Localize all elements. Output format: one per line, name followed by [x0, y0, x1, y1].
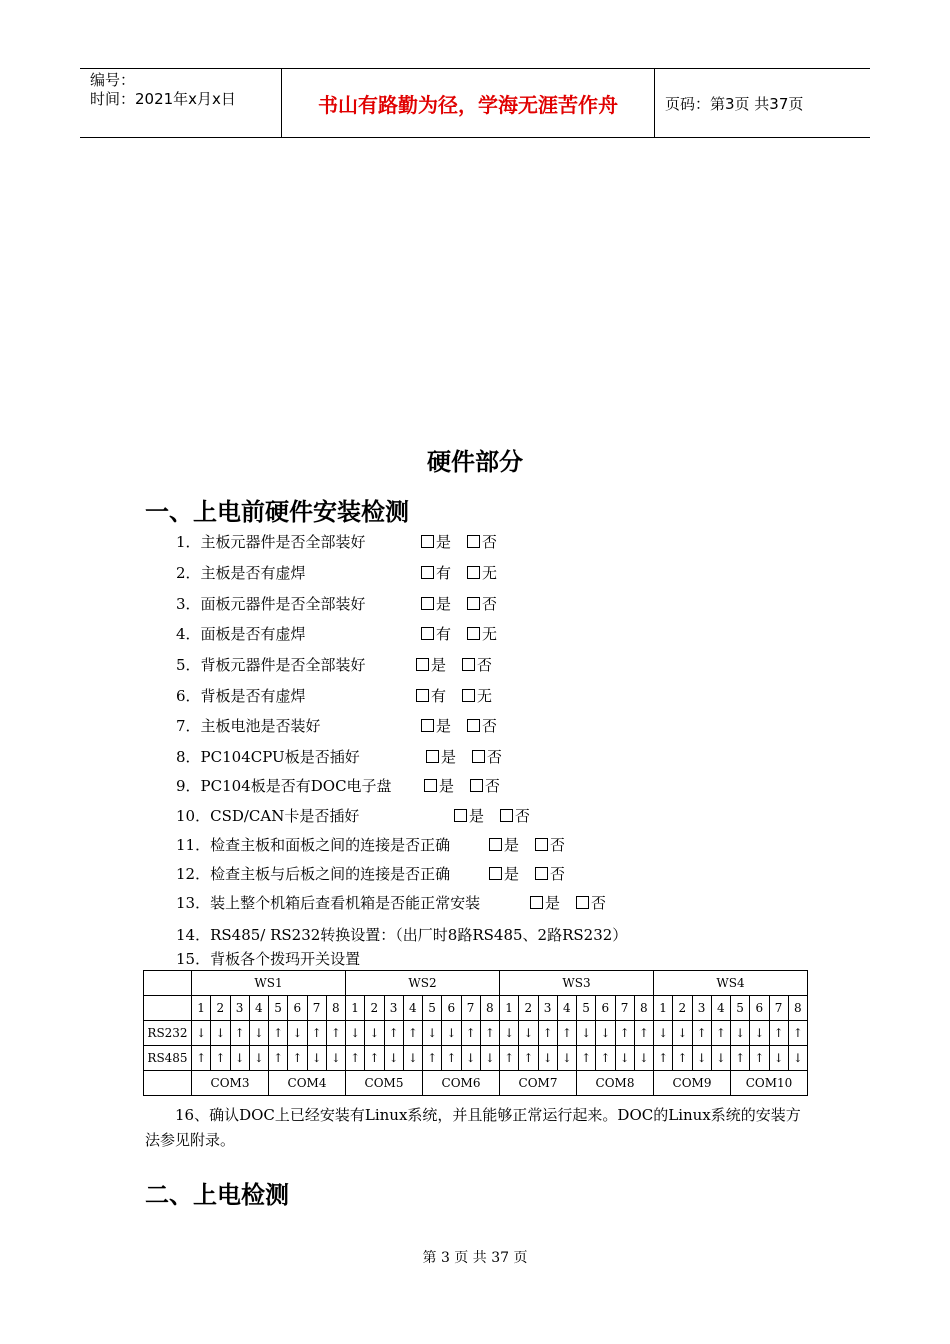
checkbox-label: 否: [482, 595, 498, 613]
switch-position: 5: [731, 996, 750, 1021]
checkbox[interactable]: [424, 779, 437, 792]
checklist-item-text: 6．背板是否有虚焊: [176, 687, 306, 705]
page-footer: 第 3 页 共 37 页: [422, 1250, 528, 1266]
header-meta: [80, 69, 282, 137]
checklist-options: [454, 806, 530, 826]
switch-state-arrow: ↑: [384, 1021, 403, 1046]
switch-state-arrow: ↓: [577, 1021, 596, 1046]
switch-position: 1: [192, 996, 211, 1021]
switch-position: 4: [711, 996, 730, 1021]
switch-position: 5: [423, 996, 442, 1021]
checkbox-label: 是: [504, 865, 520, 883]
switch-state-arrow: ↓: [519, 1021, 538, 1046]
switch-state-arrow: ↑: [365, 1046, 384, 1071]
switch-position: 1: [500, 996, 519, 1021]
document-time-label: 时间：2021年x月x日: [90, 90, 236, 108]
switch-position: 6: [596, 996, 615, 1021]
checkbox[interactable]: [426, 750, 439, 763]
checklist-options: [421, 594, 497, 614]
checkbox-label: 是: [545, 894, 561, 912]
switch-state-arrow: ↑: [307, 1021, 326, 1046]
table-corner-cell: [144, 971, 192, 996]
checkbox-label: 是: [504, 836, 520, 854]
checklist-options: [416, 686, 492, 706]
switch-state-arrow: ↑: [288, 1046, 307, 1071]
checkbox-label: 否: [515, 807, 531, 825]
checkbox-label: 是: [469, 807, 485, 825]
checkbox[interactable]: [421, 627, 434, 640]
checklist-item-text: 8．PC104CPU板是否插好: [176, 748, 360, 766]
checkbox[interactable]: [416, 658, 429, 671]
checklist-item-text: 13．装上整个机箱后查看机箱是否能正常安装: [176, 894, 481, 912]
switch-state-arrow: ↓: [230, 1046, 249, 1071]
switch-state-arrow: ↑: [769, 1021, 788, 1046]
switch-position: 1: [654, 996, 673, 1021]
checkbox[interactable]: [467, 627, 480, 640]
checklist-item-text: 9．PC104板是否有DOC电子盘: [176, 777, 392, 795]
checkbox-label: 是: [436, 717, 452, 735]
checklist-options: [421, 624, 497, 644]
switch-state-arrow: ↑: [211, 1046, 230, 1071]
switch-state-arrow: ↑: [557, 1021, 576, 1046]
checklist-item: [176, 893, 607, 913]
com-port-label: COM8: [577, 1071, 654, 1096]
switch-state-arrow: ↓: [731, 1021, 750, 1046]
switch-position: 5: [577, 996, 596, 1021]
switch-state-arrow: ↓: [692, 1046, 711, 1071]
switch-state-arrow: ↓: [423, 1021, 442, 1046]
checklist-item-text: 10．CSD/CAN卡是否插好: [176, 807, 360, 825]
checkbox[interactable]: [472, 750, 485, 763]
switch-state-arrow: ↑: [326, 1021, 345, 1046]
checkbox-label: 是: [441, 748, 457, 766]
switch-state-arrow: ↑: [519, 1046, 538, 1071]
switch-state-arrow: ↓: [538, 1046, 557, 1071]
switch-state-arrow: ↓: [442, 1021, 461, 1046]
checkbox-label: 否: [550, 836, 566, 854]
com-port-label: COM6: [423, 1071, 500, 1096]
switch-state-arrow: ↑: [692, 1021, 711, 1046]
switch-state-arrow: ↑: [615, 1021, 634, 1046]
checkbox-label: 无: [477, 687, 493, 705]
switch-position: 8: [634, 996, 653, 1021]
switch-state-arrow: ↑: [480, 1021, 499, 1046]
checkbox[interactable]: [489, 838, 502, 851]
switch-state-arrow: ↑: [577, 1046, 596, 1071]
switch-state-arrow: ↓: [288, 1021, 307, 1046]
checklist-item-text: 1．主板元器件是否全部装好: [176, 533, 366, 551]
checklist-options: [421, 716, 497, 736]
com-port-label: COM9: [654, 1071, 731, 1096]
switch-group-header: WS2: [346, 971, 500, 996]
checkbox[interactable]: [462, 689, 475, 702]
switch-state-arrow: ↓: [634, 1046, 653, 1071]
checklist-item-text: 11．检查主板和面板之间的连接是否正确: [176, 836, 451, 854]
switch-state-arrow: ↓: [249, 1021, 268, 1046]
switch-state-arrow: ↓: [307, 1046, 326, 1071]
table-row-com: [144, 1071, 808, 1096]
table-row: [144, 1046, 808, 1071]
switch-position: 4: [557, 996, 576, 1021]
header-motto: 书山有路勤为径，学海无涯苦作舟: [282, 69, 655, 137]
checklist-item: [176, 776, 501, 796]
checkbox-label: 是: [436, 595, 452, 613]
checklist-item: [176, 563, 498, 583]
checkbox[interactable]: [535, 838, 548, 851]
checkbox[interactable]: [416, 689, 429, 702]
checklist-options: [424, 776, 500, 796]
item-14: 14．RS485/ RS232转换设置：（出厂时8路RS485、2路RS232）: [176, 926, 628, 944]
switch-group-header: WS4: [654, 971, 808, 996]
table-row-groups: [144, 971, 808, 996]
switch-position: 7: [307, 996, 326, 1021]
switch-state-arrow: ↓: [249, 1046, 268, 1071]
checkbox-label: 否: [477, 656, 493, 674]
page-header: [80, 68, 870, 138]
switch-position: 7: [461, 996, 480, 1021]
checkbox-label: 是: [439, 777, 455, 795]
checklist-item: [176, 716, 498, 736]
section-1-title: 一、上电前硬件安装检测: [145, 498, 409, 526]
checklist-options: [489, 864, 565, 884]
checklist-item-text: 3．面板元器件是否全部装好: [176, 595, 366, 613]
checkbox[interactable]: [500, 809, 513, 822]
checklist-item-text: 7．主板电池是否装好: [176, 717, 321, 735]
checkbox-label: 有: [431, 687, 447, 705]
switch-position: 6: [750, 996, 769, 1021]
table-empty-cell: [144, 996, 192, 1021]
checklist-item: [176, 532, 498, 552]
checkbox-label: 无: [482, 564, 498, 582]
switch-state-arrow: ↓: [500, 1021, 519, 1046]
checkbox-label: 否: [550, 865, 566, 883]
checklist-item: [176, 686, 493, 706]
checkbox-label: 是: [431, 656, 447, 674]
checklist-item: [176, 806, 531, 826]
checklist-options: [421, 563, 497, 583]
checkbox-label: 有: [436, 625, 452, 643]
switch-state-arrow: ↑: [423, 1046, 442, 1071]
com-port-label: COM5: [346, 1071, 423, 1096]
checklist-options: [416, 655, 492, 675]
switch-state-arrow: ↓: [211, 1021, 230, 1046]
checklist-item: [176, 624, 498, 644]
checklist-options: [489, 835, 565, 855]
checkbox[interactable]: [421, 597, 434, 610]
row-label: RS232: [144, 1021, 192, 1046]
switch-position: 4: [403, 996, 422, 1021]
checkbox-label: 否: [591, 894, 607, 912]
switch-state-arrow: ↓: [192, 1021, 211, 1046]
checklist-options: [530, 893, 606, 913]
switch-position: 1: [346, 996, 365, 1021]
switch-state-arrow: ↓: [788, 1046, 807, 1071]
switch-state-arrow: ↓: [365, 1021, 384, 1046]
switch-position: 2: [673, 996, 692, 1021]
checkbox[interactable]: [489, 867, 502, 880]
checkbox-label: 有: [436, 564, 452, 582]
switch-state-arrow: ↑: [596, 1046, 615, 1071]
switch-state-arrow: ↓: [480, 1046, 499, 1071]
checklist-item: [176, 747, 503, 767]
switch-state-arrow: ↑: [461, 1021, 480, 1046]
switch-position: 7: [769, 996, 788, 1021]
checkbox-label: 否: [487, 748, 503, 766]
switch-state-arrow: ↓: [403, 1046, 422, 1071]
checklist-item: [176, 594, 498, 614]
switch-position: 3: [384, 996, 403, 1021]
switch-state-arrow: ↑: [654, 1046, 673, 1071]
checkbox[interactable]: [421, 719, 434, 732]
table-empty-cell: [144, 1071, 192, 1096]
switch-position: 6: [288, 996, 307, 1021]
switch-state-arrow: ↓: [557, 1046, 576, 1071]
switch-state-arrow: ↑: [230, 1021, 249, 1046]
checkbox-label: 否: [482, 533, 498, 551]
switch-position: 4: [249, 996, 268, 1021]
switch-position: 7: [615, 996, 634, 1021]
com-port-label: COM4: [269, 1071, 346, 1096]
checkbox[interactable]: [467, 597, 480, 610]
table-row: [144, 1021, 808, 1046]
switch-state-arrow: ↓: [384, 1046, 403, 1071]
switch-position: 6: [442, 996, 461, 1021]
switch-state-arrow: ↓: [615, 1046, 634, 1071]
switch-state-arrow: ↑: [673, 1046, 692, 1071]
switch-position: 8: [788, 996, 807, 1021]
switch-state-arrow: ↑: [192, 1046, 211, 1071]
checklist-item: [176, 655, 493, 675]
checkbox[interactable]: [576, 896, 589, 909]
switch-state-arrow: ↑: [269, 1021, 288, 1046]
checklist-item-text: 2．主板是否有虚焊: [176, 564, 306, 582]
checkbox-label: 无: [482, 625, 498, 643]
switch-state-arrow: ↓: [346, 1021, 365, 1046]
checkbox[interactable]: [454, 809, 467, 822]
checkbox[interactable]: [470, 779, 483, 792]
switch-state-arrow: ↑: [538, 1021, 557, 1046]
section-2-title: 二、上电检测: [145, 1181, 289, 1209]
document-number-label: 编号：: [90, 71, 136, 89]
checkbox[interactable]: [467, 566, 480, 579]
checkbox[interactable]: [421, 535, 434, 548]
switch-position: 8: [480, 996, 499, 1021]
dip-switch-table: [143, 970, 808, 1096]
switch-state-arrow: ↓: [654, 1021, 673, 1046]
switch-state-arrow: ↑: [711, 1021, 730, 1046]
switch-state-arrow: ↑: [403, 1021, 422, 1046]
checkbox[interactable]: [535, 867, 548, 880]
checklist-item: [176, 864, 566, 884]
checkbox-label: 否: [485, 777, 501, 795]
switch-state-arrow: ↓: [769, 1046, 788, 1071]
switch-position: 2: [365, 996, 384, 1021]
checklist-options: [426, 747, 502, 767]
switch-state-arrow: ↓: [461, 1046, 480, 1071]
switch-group-header: WS3: [500, 971, 654, 996]
switch-position: 3: [692, 996, 711, 1021]
switch-state-arrow: ↑: [269, 1046, 288, 1071]
switch-state-arrow: ↑: [750, 1046, 769, 1071]
switch-state-arrow: ↓: [711, 1046, 730, 1071]
switch-state-arrow: ↓: [326, 1046, 345, 1071]
switch-group-header: WS1: [192, 971, 346, 996]
switch-state-arrow: ↑: [500, 1046, 519, 1071]
switch-state-arrow: ↑: [346, 1046, 365, 1071]
checkbox[interactable]: [467, 719, 480, 732]
row-label: RS485: [144, 1046, 192, 1071]
item-15: 15．背板各个拨玛开关设置: [176, 950, 361, 968]
checklist-item-text: 12．检查主板与后板之间的连接是否正确: [176, 865, 451, 883]
checkbox-label: 是: [436, 533, 452, 551]
checklist-item-text: 5．背板元器件是否全部装好: [176, 656, 366, 674]
switch-state-arrow: ↑: [442, 1046, 461, 1071]
header-page-info: 页码：第3页 共37页: [665, 94, 804, 113]
document-title: 硬件部分: [427, 448, 523, 476]
switch-position: 5: [269, 996, 288, 1021]
switch-position: 2: [519, 996, 538, 1021]
item-16: 16、确认DOC上已经安装有Linux系统，并且能够正常运行起来。DOC的Linux系统的安装方法参见附录。: [145, 1106, 801, 1149]
com-port-label: COM7: [500, 1071, 577, 1096]
com-port-label: COM3: [192, 1071, 269, 1096]
switch-state-arrow: ↓: [596, 1021, 615, 1046]
checkbox-label: 否: [482, 717, 498, 735]
checkbox[interactable]: [462, 658, 475, 671]
switch-position: 2: [211, 996, 230, 1021]
switch-state-arrow: ↑: [634, 1021, 653, 1046]
switch-position: 3: [230, 996, 249, 1021]
switch-state-arrow: ↑: [731, 1046, 750, 1071]
checkbox[interactable]: [467, 535, 480, 548]
checkbox[interactable]: [421, 566, 434, 579]
checklist-item: [176, 835, 566, 855]
com-port-label: COM10: [731, 1071, 808, 1096]
table-row-positions: [144, 996, 808, 1021]
switch-state-arrow: ↑: [788, 1021, 807, 1046]
checklist-options: [421, 532, 497, 552]
switch-position: 8: [326, 996, 345, 1021]
switch-state-arrow: ↓: [750, 1021, 769, 1046]
checkbox[interactable]: [530, 896, 543, 909]
switch-state-arrow: ↓: [673, 1021, 692, 1046]
checklist-item-text: 4．面板是否有虚焊: [176, 625, 306, 643]
switch-position: 3: [538, 996, 557, 1021]
